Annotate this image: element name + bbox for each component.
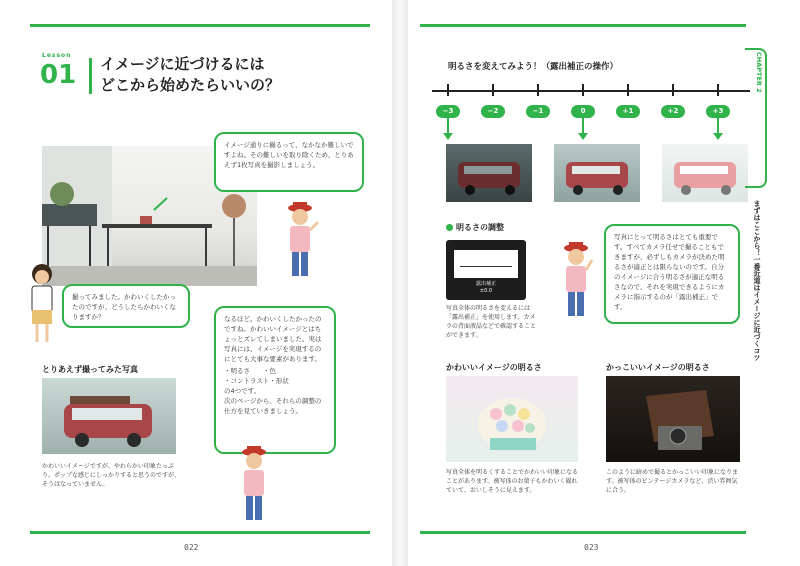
toy-bus-art	[42, 378, 176, 454]
bus-bright-art	[662, 144, 748, 202]
page-title	[100, 54, 320, 96]
cool-caption: このように暗めで撮るとかっこいい印象になります。被写体のビンテージカメラなど、渋い雰囲気に合う。	[606, 469, 739, 494]
brightness-adjust-text: 明るさの調整	[456, 223, 504, 232]
section-heading-text: とりあえず撮ってみた写真	[42, 365, 138, 374]
cute-brightness-heading: かわいいイメージの明るさ	[446, 363, 542, 372]
bottom-rule	[30, 531, 370, 534]
ev-chip-minus1: −1	[526, 105, 550, 118]
ev-arrow-down	[717, 118, 719, 134]
bus-normal-art	[554, 144, 640, 202]
cool-brightness-heading: かっこいいイメージの明るさ	[606, 363, 710, 372]
toy-bus-photo	[42, 378, 176, 454]
top-rule	[420, 24, 746, 27]
right-page	[408, 0, 800, 566]
title-line-1: イメージに近づけるには	[100, 55, 265, 73]
bubble-3-text: なるほど。かわいくしたかったのですね。かわいいイメージとはちょっとズレてしまいました。実は写真には、イメージを実現するのにとても大事な要素があります。	[224, 315, 322, 363]
camera-screen-display	[454, 250, 518, 278]
candy-photo	[446, 376, 578, 462]
bottom-rule	[420, 531, 746, 534]
page-number: 022	[184, 543, 199, 552]
ev-chip-minus2: −2	[481, 105, 505, 118]
ev-tick	[672, 84, 674, 96]
camera-screen	[446, 240, 526, 300]
lesson-label: Lesson	[42, 52, 72, 59]
ev-arrow-down	[447, 118, 449, 134]
ev-chip-plus1: +1	[616, 105, 640, 118]
bubble-3-list: ・明るさ ・色 ・コントラスト・形状 の4つです。 次のページから、それらの調整の仕方を見ていきましょう。	[224, 367, 322, 415]
man-character-illustration	[282, 200, 322, 282]
ev-tick	[627, 84, 629, 96]
vintage-camera-art	[606, 376, 740, 462]
speech-bubble-3	[214, 306, 336, 454]
man-character-illustration-right	[558, 240, 598, 322]
ev-tick	[447, 84, 449, 96]
cute-caption: 写真全体を明るくすることでかわいい印象になることがあります。被写体のお菓子もかわいく撮れていて、おいしそうに見えます。	[446, 469, 579, 494]
ev-tick	[582, 84, 584, 96]
speech-bubble-right: 写真にとって明るさはとても重要です。すべてカメラ任せで撮ることもできますが、必ずしもカメラが決めた明るさが適正とは限らないのです。自分のイメージに合う明るさが適正な明るさなので、それを実現できるようにカメラに指示するのが「露出補正」です。	[604, 224, 740, 324]
top-rule	[30, 24, 370, 27]
chapter-tab-label: CHAPTER 2	[755, 52, 763, 93]
candy-art	[446, 376, 578, 462]
speech-bubble-1: イメージ通りに撮るって、なかなか難しいですよね。その難しいを取り除くため、とりあえず1枚写真を撮影しましょう。	[214, 132, 364, 192]
exposure-heading: 明るさを変えてみよう！（露出補正の操作）	[448, 62, 619, 72]
ev-tick	[492, 84, 494, 96]
lesson-divider	[89, 58, 92, 94]
woman-character-illustration	[26, 262, 60, 346]
man-character-illustration-bottom	[236, 444, 276, 526]
screen-caption: 写真全体の明るさを変えるには「露出補正」を使用します。カメラの背面液晶などで確認することができます。	[446, 305, 537, 339]
ev-tick	[717, 84, 719, 96]
vertical-chapter-subtitle: まずはここから！一番近道はイメージに近づくコツ	[753, 200, 761, 361]
title-line-2: どこから始めたらいいの？	[100, 76, 281, 94]
photo-caption: かわいいイメージですが、やわらかい印象たっぷり。ポップな感じにしっかりすると思うのですが、そうはなっていません。	[42, 463, 181, 488]
bus-dark-art	[446, 144, 532, 202]
ev-chip-plus2: +2	[661, 105, 685, 118]
ev-tick	[537, 84, 539, 96]
left-page	[0, 0, 392, 566]
screen-scale-line	[460, 266, 512, 267]
vintage-camera-photo	[606, 376, 740, 462]
ev-arrow-down	[582, 118, 584, 134]
ev-chip-minus3: −3	[436, 105, 460, 118]
bus-photo-normal	[554, 144, 640, 202]
page-number: 023	[584, 543, 599, 552]
lesson-number: 01	[40, 60, 77, 90]
screen-label-2: ±0.0	[479, 288, 493, 294]
ev-chip-zero: 0	[571, 105, 595, 118]
speech-bubble-2: 撮ってみました。かわいくしたかったのですが、どうしたらかわいくなりますか？	[62, 284, 190, 328]
bus-photo-dark	[446, 144, 532, 202]
bullet-dot	[446, 224, 453, 231]
section-heading	[42, 364, 138, 375]
brightness-adjust-heading	[446, 222, 504, 233]
page-gutter	[392, 0, 408, 566]
ev-scale-line	[432, 90, 750, 92]
screen-label-1: 露出補正	[475, 281, 496, 287]
ev-chip-plus3: +3	[706, 105, 730, 118]
bus-photo-bright	[662, 144, 748, 202]
